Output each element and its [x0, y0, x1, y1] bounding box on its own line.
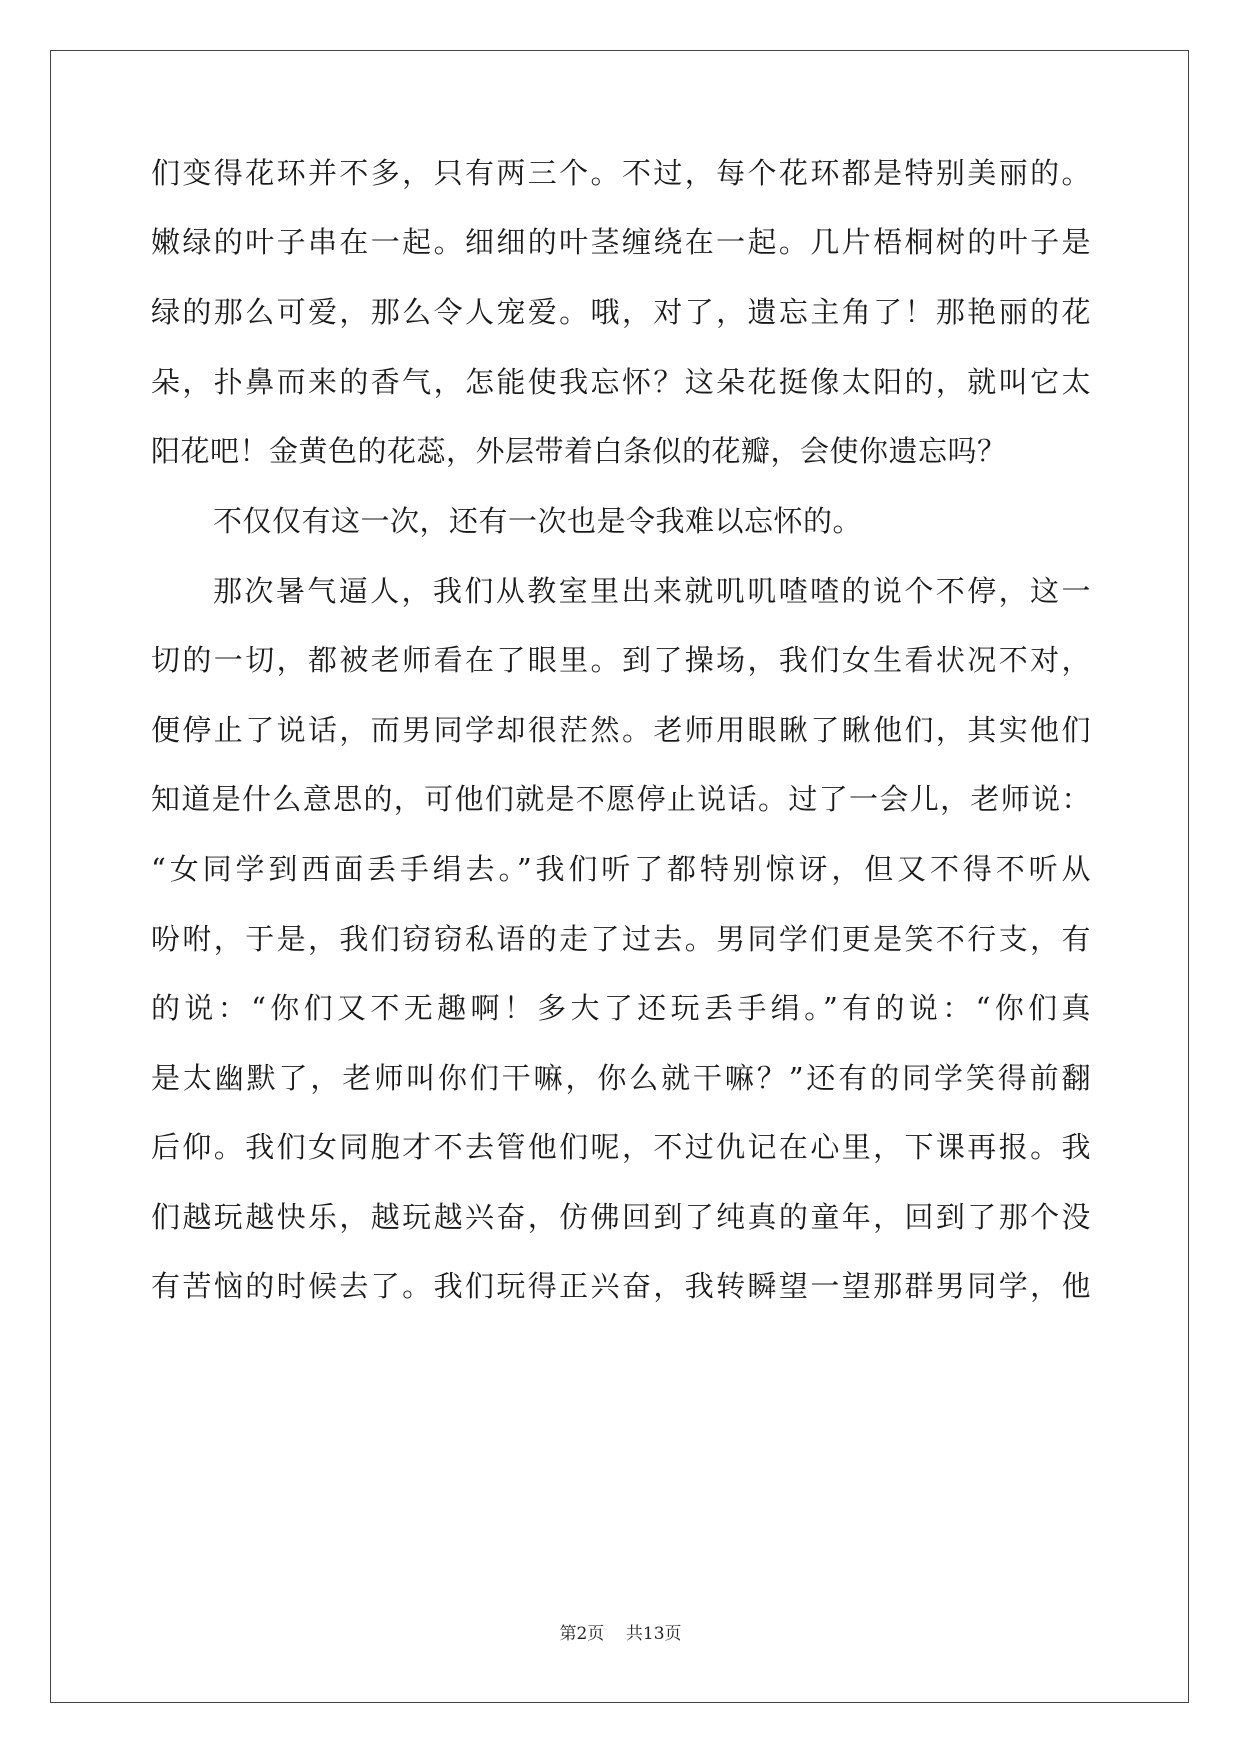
- text-line: 绿的那么可爱，那么令人宠爱。哦，对了，遗忘主角了！那艳丽的花: [151, 295, 1091, 329]
- text-line: 后仰。我们女同胞才不去管他们呢，不过仇记在心里，下课再报。我: [151, 1130, 1091, 1164]
- text-line: 切的一切，都被老师看在了眼里。到了操场，我们女生看状况不对，: [151, 643, 1091, 677]
- paragraph-first-line: 不仅仅有这一次，还有一次也是令我难以忘怀的。: [213, 504, 863, 538]
- text-line: 吩咐，于是，我们窃窃私语的走了过去。男同学们更是笑不行支，有: [151, 922, 1091, 956]
- text-line: 知道是什么意思的，可他们就是不愿停止说话。过了一会儿，老师说：: [151, 782, 1091, 816]
- page-footer: [0, 1622, 1241, 1646]
- text-line: 朵，扑鼻而来的香气，怎能使我忘怀？这朵花挺像太阳的，就叫它太: [151, 365, 1091, 399]
- text-line: “女同学到西面丢手绢去。”我们听了都特别惊讶，但又不得不听从: [151, 852, 1091, 886]
- text-line: 们越玩越快乐，越玩越兴奋，仿佛回到了纯真的童年，回到了那个没: [151, 1200, 1091, 1234]
- text-line: 阳花吧！金黄色的花蕊，外层带着白条似的花瓣，会使你遗忘吗？: [151, 434, 1007, 468]
- paragraph-first-line: 那次暑气逼人，我们从教室里出来就叽叽喳喳的说个不停，这一: [213, 574, 1091, 608]
- text-line: 有苦恼的时候去了。我们玩得正兴奋，我转瞬望一望那群男同学，他: [151, 1269, 1091, 1303]
- text-line: 的说：“你们又不无趣啊！多大了还玩丢手绢。”有的说：“你们真: [151, 991, 1091, 1025]
- text-line: 便停止了说话，而男同学却很茫然。老师用眼瞅了瞅他们，其实他们: [151, 713, 1091, 747]
- page-total: 共13页: [625, 1624, 682, 1644]
- text-line: 们变得花环并不多，只有两三个。不过，每个花环都是特别美丽的。: [151, 156, 1091, 190]
- text-line: 是太幽默了，老师叫你们干嘛，你么就干嘛？”还有的同学笑得前翻: [151, 1061, 1091, 1095]
- page-number: 第2页: [559, 1624, 605, 1644]
- text-line: 嫩绿的叶子串在一起。细细的叶茎缠绕在一起。几片梧桐树的叶子是: [151, 225, 1091, 259]
